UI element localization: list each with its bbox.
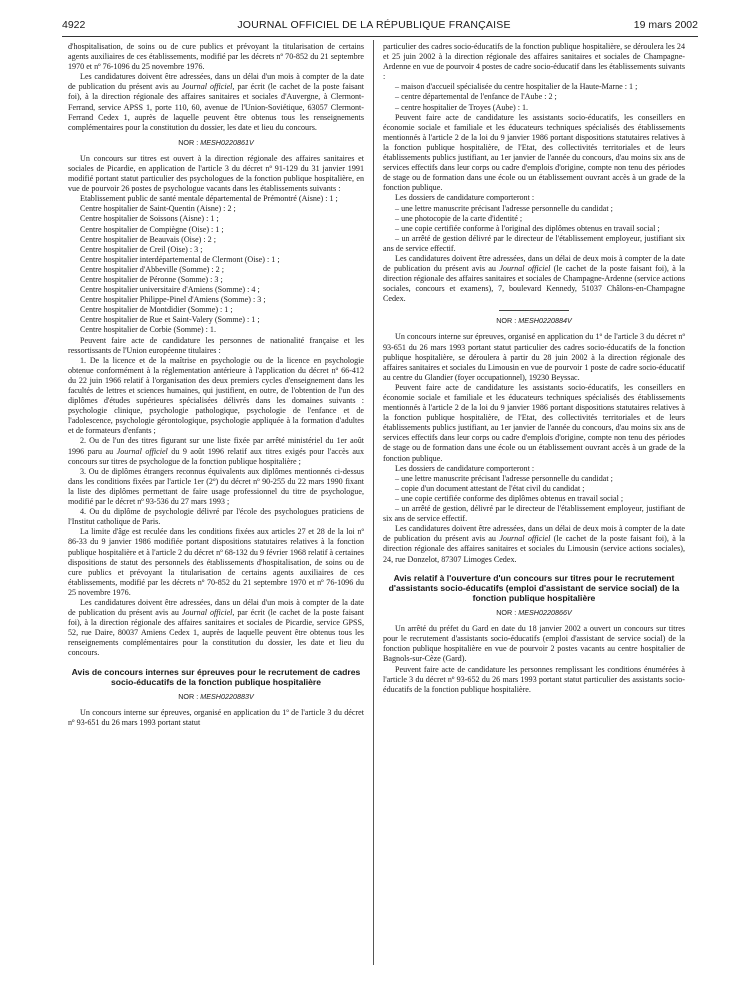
page-number: 4922 bbox=[62, 19, 86, 31]
list-item: Centre hospitalier Philippe-Pinel d'Amiens (Somme) : 3 ; bbox=[80, 295, 266, 305]
paragraph: Un concours sur titres est ouvert à la direction régionale des affaires sanitaires et sociales de Picardie, en application de l'article 3 du décret nº 91-129 du 31 janvier 1991 modifié portant statut particulier des psychologues de la fonction publique hospitalière, en vue de pourvoir 26 postes de psychologue vacants dans les établissements suivants : bbox=[68, 153, 364, 194]
list-item: Centre hospitalier d'Abbeville (Somme) : 2 ; bbox=[80, 264, 224, 274]
paragraph: Un arrêté du préfet du Gard en date du 18 janvier 2002 a ouvert un concours sur titres pour le recrutement d'assistants socio-éducatifs (emploi d'assistant de service social) de la fonction publique hospitalière en vue de pourvoir 2 postes vacants au centre hospitalier de Bagnols-sur-Cèze (Gard). bbox=[383, 624, 685, 664]
list-item: Centre hospitalier de Compiègne (Oise) : 1 ; bbox=[80, 224, 224, 234]
list-item: – copie d'un document attestant de l'état civil du candidat ; bbox=[395, 483, 585, 493]
list-item: – une copie certifiée conforme des diplômes obtenus en travail social ; bbox=[395, 493, 624, 503]
list-item: – une copie certifiée conforme à l'original des diplômes obtenus en travail social ; bbox=[395, 223, 660, 233]
nor-reference: NOR : MESH0220884V bbox=[496, 316, 572, 326]
list-item: Centre hospitalier de Rue et Saint-Valery (Somme) : 1 ; bbox=[80, 315, 260, 325]
paragraph: Un concours interne sur épreuves, organisé en application du 1º de l'article 3 du décret nº 93-651 du 26 mars 1993 portant statut particulier des cadres socio-éducatifs de la fonction publique hospitalière, se déroulera à partir du 28 juin 2002 à la direction régionale des affaires sanitaires et sociales du Limousin en vue de pourvoir 1 poste de cadre socio-éducatif au centre du Glandier (foyer occupationnel), 19230 Beyssac. bbox=[383, 332, 685, 382]
list-item: – maison d'accueil spécialisée du centre hospitalier de la Haute-Marne : 1 ; bbox=[395, 82, 638, 92]
list-item: Centre hospitalier de Soissons (Aisne) : 1 ; bbox=[80, 214, 219, 224]
paragraph: 4. Ou du diplôme de psychologie délivré par l'école des psychologues praticiens de l'Institut catholique de Paris. bbox=[68, 507, 364, 527]
paragraph: 1. De la licence et de la maîtrise en psychologie ou de la licence en psychologie obtenue conformément à la réglementation antérieure à l'application du décret nº 66-412 du 22 juin 1966 relatif à l'organisation des deux premiers cycles d'enseignement dans les facultés de lettres et sciences humaines, qui justifient, en outre, de l'obtention de l'un des diplômes d'études supérieures spécialisées délivrés dans les domaines suivants : psychologie clinique, psychologie pathologique, psychologie de l'enfance et de l'adolescence, psychologie gérontologique, psychologie appliquée à la formation d'adultes et de formateurs d'enfants ; bbox=[68, 355, 364, 436]
paragraph: Peuvent faire acte de candidature les personnes de nationalité française et les ressortissants de l'Union européenne titulaires : bbox=[68, 335, 364, 355]
nor-reference: NOR : MESH0220866V bbox=[496, 608, 572, 618]
paragraph: 3. Ou de diplômes étrangers reconnus équivalents aux diplômes mentionnés ci-dessus dans les conditions fixées par l'article 1er (2º) du décret nº 90-255 du 22 mars 1990 fixant la liste des diplômes permettant de faire usage professionnel du titre de psychologue, modifié par le décret nº 93-536 du 27 mars 1993 ; bbox=[68, 466, 364, 507]
list-item: Centre hospitalier de Péronne (Somme) : 3 ; bbox=[80, 274, 223, 284]
paragraph: particulier des cadres socio-éducatifs de la fonction publique hospitalière, se déroulera les 24 et 25 juin 2002 à la direction régionale des affaires sanitaires et sociales de Champagne-Ardenne en vue de pourvoir 4 postes de cadre socio-éducatif dans les établissements suivants : bbox=[383, 42, 685, 82]
list-item: – un arrêté de gestion, délivré par le directeur de l'établissement employeur, justifiant de six ans de service effectif. bbox=[383, 504, 685, 524]
list-item: – centre départemental de l'enfance de l'Aube : 2 ; bbox=[395, 92, 557, 102]
column-divider bbox=[373, 40, 374, 965]
list-item: Centre hospitalier de Creil (Oise) : 3 ; bbox=[80, 244, 203, 254]
paragraph: d'hospitalisation, de soins ou de cure publics et prévoyant la titularisation de certains agents auxiliaires de ces établissements, modifié par les décrets nº 70-852 du 21 septembre 1970 et nº 76-1096 du 25 novembre 1976. bbox=[68, 42, 364, 72]
list-item: Centre hospitalier interdépartemental de Clermont (Oise) : 1 ; bbox=[80, 254, 280, 264]
paragraph: Les dossiers de candidature comporteront : bbox=[395, 463, 535, 473]
right-column bbox=[383, 42, 685, 695]
paragraph: Peuvent faire acte de candidature les assistants socio-éducatifs, les conseillers en économie sociale et familiale et les éducateurs techniques spécialisés des établissements mentionnés à l'article 2 de la loi du 9 janvier 1986 portant dispositions statutaires relatives à la fonction publique hospitalière, de l'Etat, des collectivités territoriales et de leurs établissements publics justifiant, au 1er janvier de l'année du concours, d'au moins six ans de services effectifs dans leur corps ou cadre d'emplois d'origine, compte non tenu des périodes de stage ou de formation dans une école ou un établissement ouvrant accès à un grade de la fonction publique. bbox=[383, 382, 685, 463]
section-separator bbox=[499, 310, 569, 311]
paragraph: Les candidatures doivent être adressées, dans un délai de deux mois à compter de la date de publication du présent avis au Journal officiel (le cachet de la poste faisant foi), à la direction régionale des affaires sanitaires et sociales du Limousin (service actions sociales), 24, rue Donzelot, 87307 Limoges Cedex. bbox=[383, 524, 685, 564]
nor-reference: NOR : MESH0220861V bbox=[178, 137, 254, 147]
paragraph: Les candidatures doivent être adressées, dans un délai d'un mois à compter de la date de publication du présent avis au Journal officiel, par écrit (le cachet de la poste faisant foi), à la direction régionale des affaires sanitaires et sociales de Picardie, service GPSS, 52, rue Daire, 80037 Amiens Cedex 1, auprès de laquelle peuvent être obtenus tous les renseignements complémentaires pour la constitution du dossier, les date et lieu du concours. bbox=[68, 597, 364, 658]
list-item: Centre hospitalier de Corbie (Somme) : 1. bbox=[80, 325, 216, 335]
paragraph: Les dossiers de candidature comporteront : bbox=[395, 193, 535, 203]
section-title: Avis relatif à l'ouverture d'un concours sur titres pour le recrutement d'assistants socio-éducatifs (emploi d'assistant de service social) de la fonction publique hospitalière bbox=[388, 572, 680, 603]
paragraph: La limite d'âge est reculée dans les conditions fixées aux articles 27 et 28 de la loi nº 86-33 du 9 janvier 1986 modifiée portant dispositions statutaires relatives à la fonction publique hospitalière et à l'article 2 du décret nº 68-132 du 9 février 1968 relatif à certaines dispositions de statut des personnels des établissements d'hospitalisation, de soins ou de cure publics et prévoyant la titularisation de certains agents auxiliaires de ces établissements, modifié par les décrets nº 70-852 du 21 septembre 1970 et nº 76-1096 du 25 novembre 1976. bbox=[68, 527, 364, 597]
list-item: Etablissement public de santé mentale départemental de Prémontré (Aisne) : 1 ; bbox=[80, 194, 338, 204]
list-item: – centre hospitalier de Troyes (Aube) : 1. bbox=[395, 102, 529, 112]
list-item: Centre hospitalier de Saint-Quentin (Aisne) : 2 ; bbox=[80, 204, 236, 214]
paragraph: Peuvent faire acte de candidature les assistants socio-éducatifs, les conseillers en économie sociale et familiale et les éducateurs techniques spécialisés des établissements mentionnés à l'article 2 de la loi du 9 janvier 1986 portant dispositions statutaires relatives à la fonction publique hospitalière, de l'Etat, des collectivités territoriales et de leurs établissements publics justifiant, au 1er janvier de l'année du concours, d'au moins six ans de services effectifs dans leur corps ou cadre d'emplois d'origine, compte non tenu des périodes de stage ou de formation dans une école ou un établissement ouvrant accès à un grade de la fonction publique. bbox=[383, 112, 685, 193]
list-item: – une lettre manuscrite précisant l'adresse personnelle du candidat ; bbox=[395, 473, 613, 483]
header-rule bbox=[62, 36, 698, 37]
paragraph: Un concours interne sur épreuves, organisé en application du 1º de l'article 3 du décret nº 93-651 du 26 mars 1993 portant statut bbox=[68, 707, 364, 728]
section-title: Avis de concours internes sur épreuves pour le recrutement de cadres socio-éducatifs de la fonction publique hospitalière bbox=[71, 666, 361, 687]
paragraph: 2. Ou de l'un des titres figurant sur une liste fixée par arrêté ministériel du 1er août 1996 paru au Journal officiel du 9 août 1996 relatif aux titres exigés pour l'accès aux concours sur titres de psychologue de la fonction publique hospitalière ; bbox=[68, 436, 365, 466]
paragraph: Les candidatures doivent être adressées, dans un délai d'un mois à compter de la date de publication du présent avis au Journal officiel, par écrit (le cachet de la poste faisant foi), à la direction régionale des affaires sanitaires et sociales d'Auvergne, à Clermont-Ferrand, service APSS 1, porte 110, 60, avenue de l'Union-Soviétique, 63057 Clermont-Ferrand Cedex 1, auprès de laquelle peuvent être obtenus tous les renseignements complémentaires pour la constitution du dossier, les date et lieu du concours. bbox=[68, 72, 364, 132]
list-item: – une lettre manuscrite précisant l'adresse personnelle du candidat ; bbox=[395, 203, 613, 213]
list-item: Centre hospitalier de Montdidier (Somme) : 1 ; bbox=[80, 305, 233, 315]
nor-reference: NOR : MESH0220883V bbox=[178, 691, 254, 701]
page-header bbox=[0, 18, 748, 32]
journal-title: JOURNAL OFFICIEL DE LA RÉPUBLIQUE FRANÇAISE bbox=[237, 19, 511, 31]
list-item: Centre hospitalier universitaire d'Amiens (Somme) : 4 ; bbox=[80, 285, 260, 295]
left-column bbox=[68, 42, 364, 728]
paragraph: Peuvent faire acte de candidature les personnes remplissant les conditions énumérées à l'article 3 du décret nº 93-652 du 26 mars 1993 portant statut particulier des assistants socio-éducatifs de la fonction publique hospitalière. bbox=[383, 664, 685, 694]
list-item: – une photocopie de la carte d'identité ; bbox=[395, 213, 523, 223]
list-item: – un arrêté de gestion délivré par le directeur de l'établissement employeur, justifiant six ans de service effectif. bbox=[383, 233, 685, 253]
issue-date: 19 mars 2002 bbox=[633, 19, 698, 31]
paragraph: Les candidatures doivent être adressées, dans un délai de deux mois à compter de la date de publication du présent avis au Journal officiel (le cachet de la poste faisant foi), à la direction régionale des affaires sanitaires et sociales de Champagne-Ardenne (service actions sociales, concours et examens), 7, boulevard Kennedy, 51037 Châlons-en-Champagne Cedex. bbox=[383, 253, 685, 304]
list-item: Centre hospitalier de Beauvais (Oise) : 2 ; bbox=[80, 234, 216, 244]
